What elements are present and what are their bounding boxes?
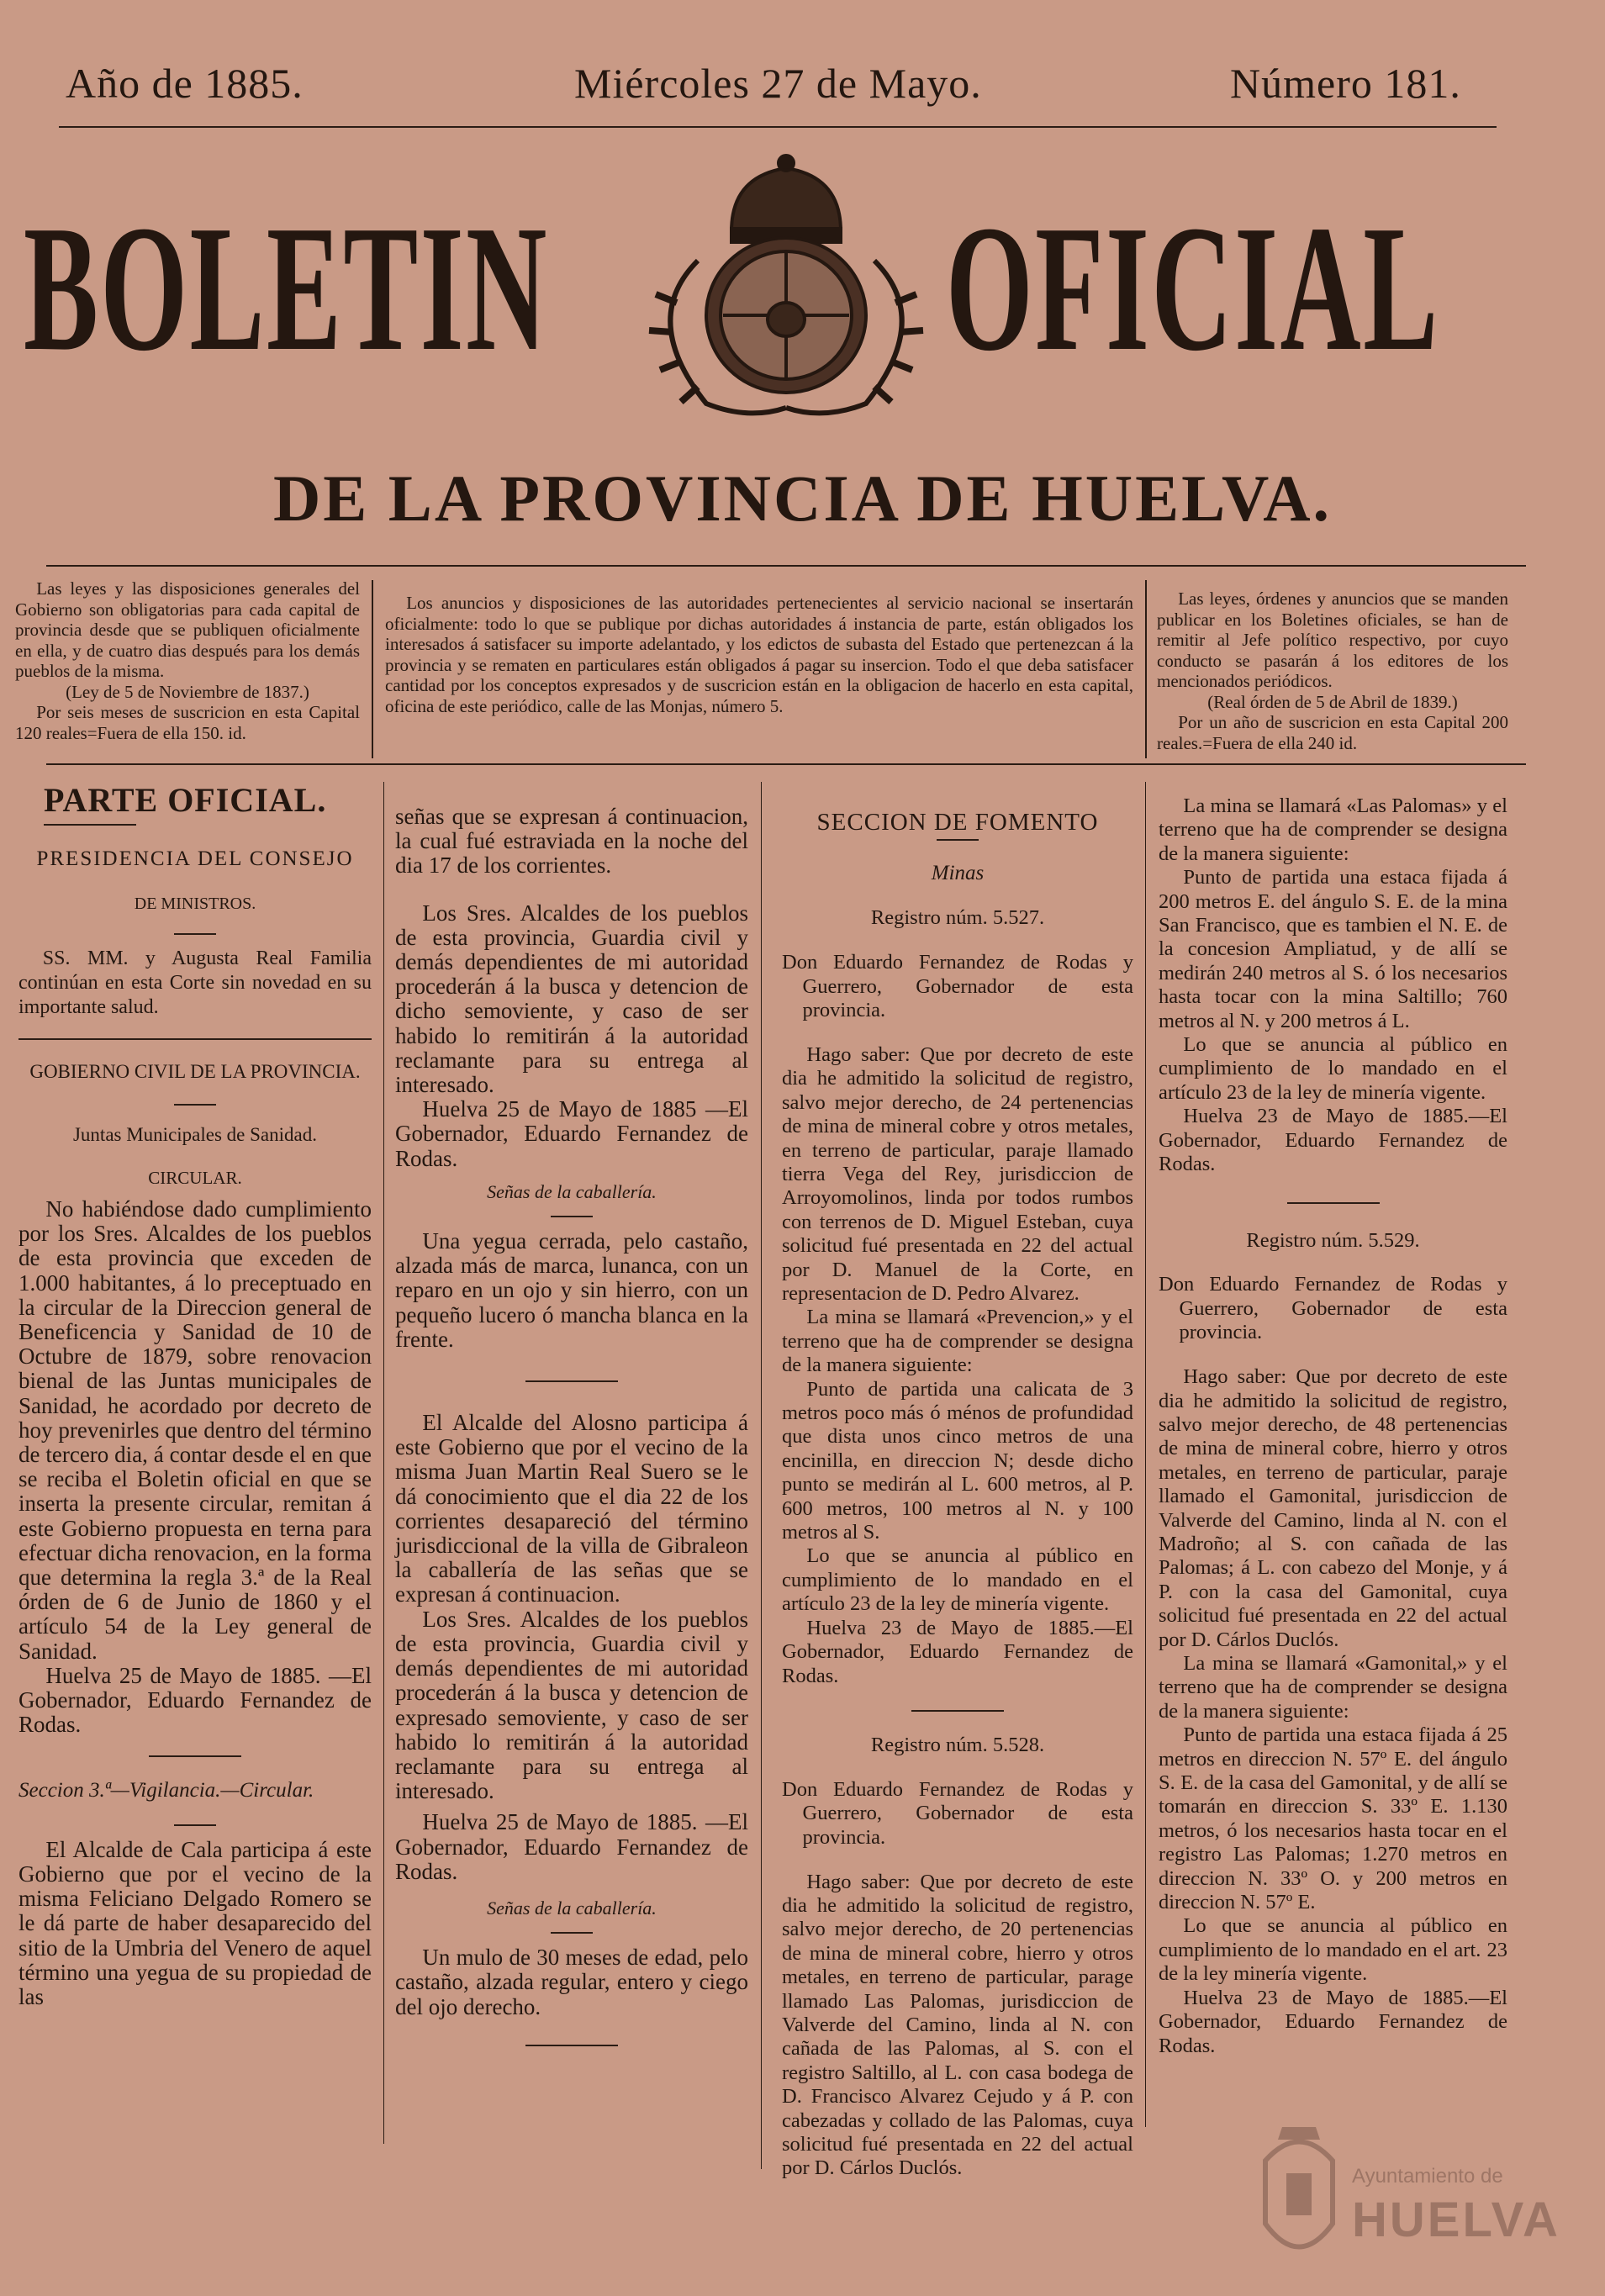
coat-of-arms-emblem — [605, 151, 967, 429]
busca-order-2: Los Sres. Alcaldes de los pueblos de esta provincia, Guardia civil y demás dependientes de mi autoridad procederán á la busca y detencion de expresado semoviente, y caso de ser habido lo remitirán á la autoridad reclamante para su entrega al interesado. — [395, 1606, 748, 1804]
masthead-oficial: OFICIAL — [946, 187, 1440, 388]
gobierno-civil-heading: GOBIERNO CIVIL DE LA PROVINCIA. — [29, 1061, 361, 1083]
column-rule-1 — [383, 782, 384, 2144]
palomas-signature: Huelva 23 de Mayo de 1885.—El Gobernador, Eduardo Fernandez de Rodas. — [1159, 1105, 1507, 1176]
notice-right-price: Por un año de suscricion en esta Capital 200 reales.=Fuera de ella 240 id. — [1157, 712, 1508, 753]
stamp-shield-icon — [1253, 2114, 1345, 2274]
issue-number: Número 181. — [1230, 60, 1461, 107]
notice-right-text: Las leyes, órdenes y anuncios que se manden publicar en los Boletines oficiales, se han de remitir al Jefe político respectivo, por cuyo conducto se pasarán á los editores de los mencionados periódicos. — [1157, 589, 1508, 691]
separator — [174, 1824, 216, 1826]
registro-5527-anuncio: Lo que se anuncia al público en cumplimiento de lo mandado en el artículo 23 de la ley de minería vigente. — [782, 1544, 1133, 1616]
separator — [551, 1216, 593, 1217]
notice-left-text: Las leyes y las disposiciones generales del Gobierno son obligatorias para cada capital de provincia desde que se publiquen oficialmente en ella, y de cuatro dias después para los demás pueblos de la misma. — [15, 578, 360, 681]
separator — [525, 1380, 618, 1382]
registro-5527-mina: La mina se llamará «Prevencion,» y el terreno que ha de comprender se designa de la manera siguiente: — [782, 1306, 1133, 1377]
registro-5529-gobernador: Don Eduardo Fernandez de Rodas y Guerrero, Gobernador de esta provincia. — [1159, 1273, 1507, 1344]
registro-5527-title: Registro núm. 5.527. — [870, 906, 1045, 930]
cala-notice: El Alcalde de Cala participa á este Gobierno que por el vecino de la misma Feliciano Delgado Romero se le dá parte de haber desaparecido del sitio de la Umbria del Venero de aquel término una yegua de su propiedad de las — [18, 1836, 372, 2009]
registro-5529-signature: Huelva 23 de Mayo de 1885.—El Gobernador, Eduardo Fernandez de Rodas. — [1159, 1986, 1507, 2057]
alosno-notice: El Alcalde del Alosno participa á este Gobierno que por el vecino de la misma Juan Martin Real Suero se le dá conocimiento que el dia 22 de los corrientes desapareció del término jurisdiccional de la villa de Gibraleon la caballería de las señas que se expresan á continuacion. — [395, 1410, 748, 1607]
ministros-heading: DE MINISTROS. — [134, 895, 256, 914]
notice-right — [1157, 589, 1508, 753]
senas-heading-1: Señas de la caballería. — [487, 1180, 657, 1202]
mulo-description: Un mulo de 30 meses de edad, pelo castaño, alzada regular, entero y ciego del ojo derecho. — [395, 1945, 748, 2019]
busca-order-1: Los Sres. Alcaldes de los pueblos de esta provincia, Guardia civil y demás dependientes de mi autoridad procederán á la busca y detencion de dicho semoviente, y caso de ser habido lo remitirán á la autoridad reclamante para su entrega al interesado. — [395, 900, 748, 1098]
notice-left — [15, 578, 360, 743]
circular-heading: CIRCULAR. — [148, 1167, 242, 1188]
stamp-line-1: Ayuntamiento de — [1352, 2165, 1503, 2188]
registro-5529-anuncio: Lo que se anuncia al público en cumplimiento de lo mandado en el art. 23 de la ley minería vigente. — [1159, 1914, 1507, 1986]
column-rule-3 — [1145, 782, 1146, 2127]
masthead-subtitle: DE LA PROVINCIA DE HUELVA. — [272, 462, 1333, 535]
archive-stamp — [1253, 2114, 1564, 2283]
presidencia-heading: PRESIDENCIA DEL CONSEJO — [36, 847, 354, 870]
registro-5527-punto: Punto de partida una calicata de 3 metros poco más ó ménos de profundidad que dista unos cinco metros de una encinilla, en direccion N; desde dicho punto se medirán al L. 600 metros, al P. 600 metros, 100 metros al N. y 100 metros al S. — [782, 1377, 1133, 1544]
header-rule — [59, 126, 1497, 128]
separator — [525, 2045, 618, 2046]
separator — [174, 933, 216, 935]
signature-2: Huelva 25 de Mayo de 1885. —El Gobernador, Eduardo Fernandez de Rodas. — [395, 1809, 748, 1884]
registro-5528-title: Registro núm. 5.528. — [870, 1733, 1045, 1756]
registro-5529-punto: Punto de partida una estaca fijada á 25 metros en direccion N. 57º E. del ángulo S. E. de la casa del Gamonital, y de allí se tomarán en direccion S. 33º E. 1.130 metros, ó los necesarios hasta tocar en el registro Las Palomas; 1.270 metros en direccion N. 33º O. y 200 metros en direccion N. 57º E. — [1159, 1723, 1507, 1914]
registro-5529-text: Hago saber: Que por decreto de este dia he admitido la solicitud de registro, salvo mejor derecho, de 48 pertenencias de mina de mineral cobre, hierro y otros metales, en terreno de particular, paraje llamado el Gamonital, jurisdiccion de Valverde del Camino, linda al N. con el Madroño; al S. con cañada de las Palomas; á L. con cabezo del Monje, y á P. con la casa del Gamonital, cuya solicitud fué presentada en 22 del actual por D. Cárlos Duclós. — [1159, 1365, 1507, 1651]
separator — [44, 824, 136, 826]
juntas-heading: Juntas Municipales de Sanidad. — [72, 1123, 317, 1145]
real-familia-notice: SS. MM. y Augusta Real Familia continúan en esta Corte sin novedad en su importante salud. — [18, 947, 372, 1019]
notice-divider-left — [372, 580, 373, 758]
registro-5528-gobernador: Don Eduardo Fernandez de Rodas y Guerrero, Gobernador de esta provincia. — [782, 1777, 1133, 1849]
separator — [551, 1932, 593, 1934]
notice-bottom-rule — [46, 763, 1526, 765]
separator — [174, 1104, 216, 1106]
separator — [1287, 1202, 1380, 1204]
column-4 — [1159, 794, 1507, 2058]
separator — [911, 1710, 1004, 1712]
masthead-boletin: BOLETIN — [24, 187, 549, 388]
circular-text: No habiéndose dado cumplimiento por los Sres. Alcaldes de los pueblos de esta provincia que exceden de 1.000 habitantes, á lo preceptuado en la circular de la Direccion general de Beneficencia y Sanidad de 10 de Octubre de 1879, sobre renovacion bienal de las Juntas municipales de Sanidad, he acordado por decreto de hoy prevenirles que dentro del término de tercero dia, á contar desde el en que se reciba el Boletin oficial en que se inserta la presente circular, remitan á este Gobierno propuesta en terna para efectuar dicha renovacion, en la forma que determina la regla 3.ª de la Real órden de 6 de Junio de 1860 y el artículo 54 de la Ley general de Sanidad. — [18, 1196, 372, 1664]
notice-right-law: (Real órden de 5 de Abril de 1839.) — [1207, 691, 1458, 712]
registro-5529-title: Registro núm. 5.529. — [1246, 1228, 1420, 1252]
parte-oficial-title: PARTE OFICIAL. — [44, 781, 327, 819]
separator — [149, 1755, 241, 1757]
notice-center-text: Los anuncios y disposiciones de las autoridades pertenecientes al servicio nacional se insertarán oficialmente: todo lo que se publique por dichas autoridades á instancia de parte, están obligados los interesados á satisfacer su importe adelantado, y los edictos de subasta del Estado que pertenezcan á la provincia y se rematen en particulares están obligados á pagar su insercion. Todo el que deba satisfacer cantidad por los conceptos expresados y de suscricion están en la obligacion de hacerlo en esta capital, oficina de este periódico, calle de las Monjas, número 5. — [385, 593, 1133, 716]
seccion-vigilancia-heading: Seccion 3.ª—Vigilancia.—Circular. — [18, 1779, 314, 1802]
palomas-punto: Punto de partida una estaca fijada á 200 metros E. del ángulo S. E. de la mina San Francisco, que es tambien el N. E. de la concesion Ampliatud, y de allí se medirán 240 metros al S. ó los necesarios hasta tocar con la mina Saltillo; 760 metros al N. y 200 metros á L. — [1159, 866, 1507, 1032]
senas-heading-2: Señas de la caballería. — [487, 1897, 657, 1919]
column-3 — [782, 786, 1133, 2181]
signature-1: Huelva 25 de Mayo de 1885 —El Gobernador, Eduardo Fernandez de Rodas. — [395, 1096, 748, 1171]
notice-center — [385, 593, 1133, 716]
notice-divider-right — [1145, 580, 1147, 758]
palomas-anuncio: Lo que se anuncia al público en cumplimiento de lo mandado en el artículo 23 de la ley de minería vigente. — [1159, 1033, 1507, 1104]
registro-5527-signature: Huelva 23 de Mayo de 1885.—El Gobernador, Eduardo Fernandez de Rodas. — [782, 1616, 1133, 1687]
palomas-mina: La mina se llamará «Las Palomas» y el terreno que ha de comprender se designa de la manera siguiente: — [1159, 794, 1507, 865]
minas-heading: Minas — [931, 862, 985, 885]
registro-5527-gobernador: Don Eduardo Fernandez de Rodas y Guerrero, Gobernador de esta provincia. — [782, 951, 1133, 1022]
notice-left-price: Por seis meses de suscricion en esta Capital 120 reales=Fuera de ella 150. id. — [15, 702, 360, 743]
separator — [18, 1038, 372, 1040]
column-rule-2 — [761, 782, 762, 2169]
column-2 — [395, 782, 748, 2072]
registro-5527-text: Hago saber: Que por decreto de este dia he admitido la solicitud de registro, salvo mejor derecho, de 24 pertenencias de mina de mineral cobre y otros metales, en terreno de particular, paraje llamado tierra Vega del Rey, jurisdiccion de Arroyomolinos, linda por todos rumbos con terrenos de D. Miguel Esteban, cuya solicitud fué presentada en 22 del actual por D. Manuel de la Corte, en representacion de D. Pedro Alvarez. — [782, 1042, 1133, 1305]
issue-year: Año de 1885. — [66, 60, 304, 107]
issue-date: Miércoles 27 de Mayo. — [574, 60, 982, 107]
notice-left-law: (Ley de 5 de Noviembre de 1837.) — [66, 681, 309, 702]
seccion-fomento-heading: SECCION DE FOMENTO — [816, 809, 1099, 836]
circular-signature: Huelva 25 de Mayo de 1885. —El Gobernador, Eduardo Fernandez de Rodas. — [18, 1662, 372, 1738]
notice-top-rule — [46, 565, 1526, 567]
yegua-description: Una yegua cerrada, pelo castaño, alzada más de marca, lunanca, con un reparo en un ojo y sin hierro, con un pequeño lucero ó mancha blanca en la frente. — [395, 1228, 748, 1352]
stamp-line-2: HUELVA — [1352, 2193, 1560, 2247]
cala-continuation: señas que se expresan á continuacion, la cual fué estraviada en la noche del dia 17 de los corrientes. — [395, 804, 748, 879]
separator — [937, 839, 979, 841]
column-1 — [18, 782, 372, 2009]
registro-5528-text: Hago saber: Que por decreto de este dia he admitido la solicitud de registro, salvo mejor derecho, de 20 pertenencias de mina de mineral cobre, hierro y otros metales, en terreno de particular, parage llamado Las Palomas, jurisdiccion de Valverde del Camino, linda al N. con cañada de las Palomas, al S. con el registro Saltillo, al L. con casa bodega de D. Francisco Alvarez Cejudo y á P. con cabezadas y collado de las Palomas, cuya solicitud fué presentada en 22 del actual por D. Cárlos Duclós. — [782, 1870, 1133, 2180]
registro-5529-mina: La mina se llamará «Gamonital,» y el terreno que ha de comprender se designa de la manera siguiente: — [1159, 1652, 1507, 1723]
